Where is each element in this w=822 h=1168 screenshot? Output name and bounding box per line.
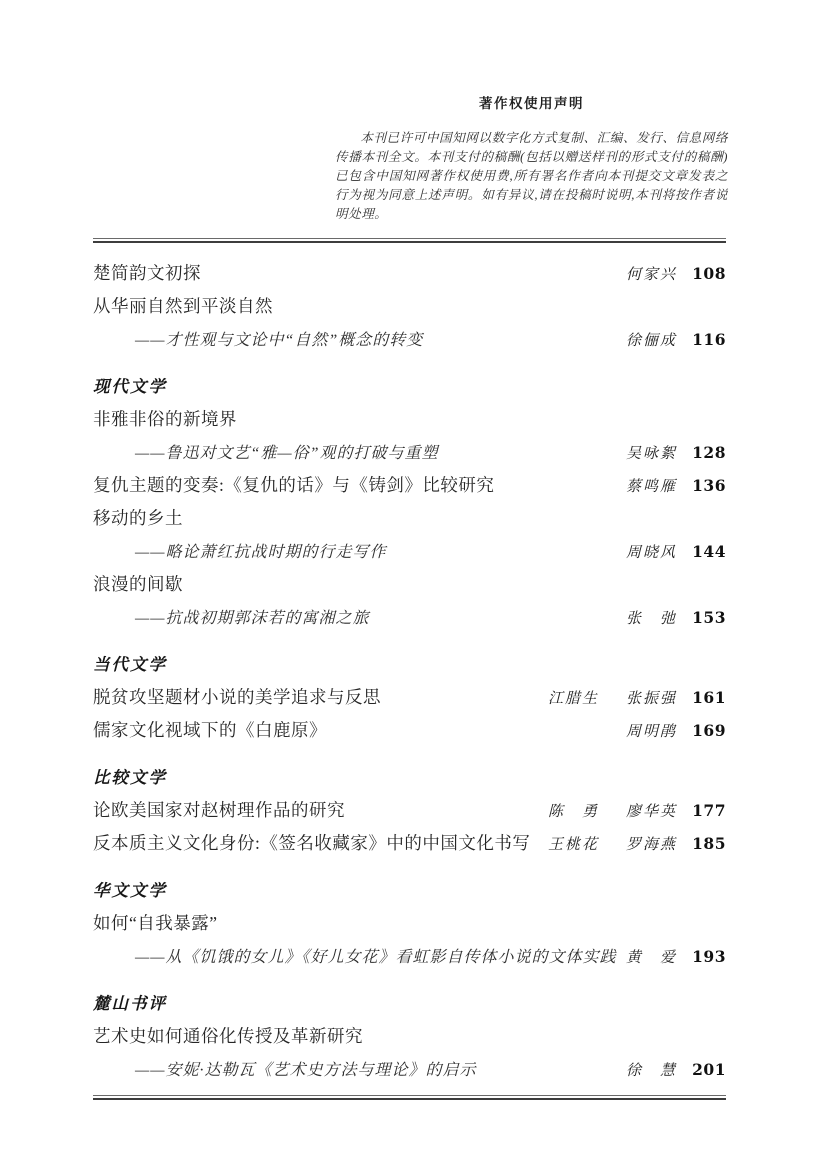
author-name: 张振强 (625, 691, 677, 707)
section-title: 现代文学 (93, 377, 167, 396)
entry-title: 艺术史如何通俗化传授及革新研究 (93, 1026, 363, 1046)
author-name: 陈 勇 (547, 804, 599, 820)
toc-entry-row (93, 469, 726, 502)
entry-authors (548, 683, 677, 716)
section-title: 华文文学 (93, 881, 167, 900)
author-name: 蔡鸣雁 (625, 479, 677, 495)
entry-authors (626, 537, 677, 570)
entry-title: 反本质主义文化身份:《签名收藏家》中的中国文化书写 (93, 833, 531, 853)
entry-page-number: 177 (692, 801, 726, 820)
author-name: 罗海燕 (625, 837, 677, 853)
entry-authors (548, 796, 677, 829)
entry-page-number: 144 (692, 542, 726, 561)
entry-authors (548, 829, 677, 862)
entry-subtitle: ——才性观与文论中“自然”概念的转变 (135, 332, 424, 349)
toc-section-header (93, 648, 726, 681)
toc-section-header (93, 761, 726, 794)
toc-entry-row (93, 403, 726, 436)
entry-subtitle: ——从《饥饿的女儿》《好儿女花》看虹影自传体小说的文体实践 (135, 949, 617, 966)
entry-authors (626, 471, 677, 504)
toc-entry-row (93, 323, 726, 356)
entry-page-number: 193 (692, 947, 726, 966)
toc-entry-row (93, 436, 726, 469)
toc-entry-row (93, 1053, 726, 1086)
entry-title: 浪漫的间歇 (93, 574, 183, 594)
author-name: 周明鹃 (625, 724, 677, 740)
copyright-body: 本刊已许可中国知网以数字化方式复制、汇编、发行、信息网络传播本刊全文。本刊支付的稿酬(包括以赠送样刊的形式支付的稿酬)已包含中国知网著作权使用费,所有署名作者向本刊提交文章发表之行为视为同意上述声明。如有异议,请在投稿时说明,本刊将按作者说明处理。 (335, 131, 728, 221)
copyright-statement-block (335, 95, 728, 224)
entry-page-number: 185 (692, 834, 726, 853)
entry-title: 复仇主题的变奏:《复仇的话》与《铸剑》比较研究 (93, 475, 495, 495)
toc-entry-row (93, 535, 726, 568)
entry-page-number: 108 (692, 264, 726, 283)
copyright-title: 著作权使用声明 (479, 96, 584, 111)
entry-page-number: 136 (692, 476, 726, 495)
entry-title: 从华丽自然到平淡自然 (93, 296, 273, 316)
entry-title: 楚简韵文初探 (93, 263, 201, 283)
entry-title: 移动的乡土 (93, 508, 183, 528)
entry-title: 脱贫攻坚题材小说的美学追求与反思 (93, 687, 381, 707)
table-of-contents (93, 257, 726, 1086)
top-double-rule (93, 238, 726, 243)
entry-page-number: 153 (692, 608, 726, 627)
toc-section-header (93, 370, 726, 403)
toc-entry-row (93, 1020, 726, 1053)
entry-authors (626, 325, 677, 358)
entry-page-number: 116 (692, 330, 726, 349)
toc-entry-row (93, 940, 726, 973)
toc-entry-row (93, 601, 726, 634)
section-title: 当代文学 (93, 655, 167, 674)
entry-title: 如何“自我暴露” (93, 913, 218, 933)
toc-entry-row (93, 714, 726, 747)
entry-subtitle: ——略论萧红抗战时期的行走写作 (135, 544, 387, 561)
author-name: 徐 慧 (625, 1063, 677, 1079)
author-name: 何家兴 (625, 267, 677, 283)
toc-entry-row (93, 568, 726, 601)
author-name: 江腊生 (547, 691, 599, 707)
entry-page-number: 169 (692, 721, 726, 740)
toc-entry-row (93, 257, 726, 290)
entry-page-number: 128 (692, 443, 726, 462)
entry-subtitle: ——鲁迅对文艺“雅—俗”观的打破与重塑 (135, 445, 439, 462)
entry-authors (626, 259, 677, 292)
author-name: 徐俪成 (625, 333, 677, 349)
entry-subtitle: ——安妮·达勒瓦《艺术史方法与理论》的启示 (135, 1062, 477, 1079)
toc-section-header (93, 987, 726, 1020)
author-name: 周晓风 (625, 545, 677, 561)
entry-authors (626, 438, 677, 471)
toc-section-header (93, 874, 726, 907)
bottom-double-rule (93, 1095, 726, 1100)
toc-entry-row (93, 794, 726, 827)
toc-entry-row (93, 907, 726, 940)
toc-entry-row (93, 290, 726, 323)
author-name: 王桃花 (547, 837, 599, 853)
entry-authors (626, 603, 677, 636)
entry-authors (626, 1055, 677, 1088)
entry-authors (626, 716, 677, 749)
author-name: 廖华英 (625, 804, 677, 820)
author-name: 黄 爱 (625, 950, 677, 966)
entry-authors (626, 942, 677, 975)
entry-title: 非雅非俗的新境界 (93, 409, 237, 429)
author-name: 张 弛 (625, 611, 677, 627)
entry-page-number: 201 (692, 1060, 726, 1079)
entry-title: 论欧美国家对赵树理作品的研究 (93, 800, 345, 820)
toc-entry-row (93, 681, 726, 714)
section-title: 比较文学 (93, 768, 167, 787)
author-name: 吴咏絮 (625, 446, 677, 462)
section-title: 麓山书评 (93, 994, 167, 1013)
toc-entry-row (93, 502, 726, 535)
entry-subtitle: ——抗战初期郭沫若的寓湘之旅 (135, 610, 370, 627)
toc-entry-row (93, 827, 726, 860)
entry-page-number: 161 (692, 688, 726, 707)
entry-title: 儒家文化视域下的《白鹿原》 (93, 720, 327, 740)
